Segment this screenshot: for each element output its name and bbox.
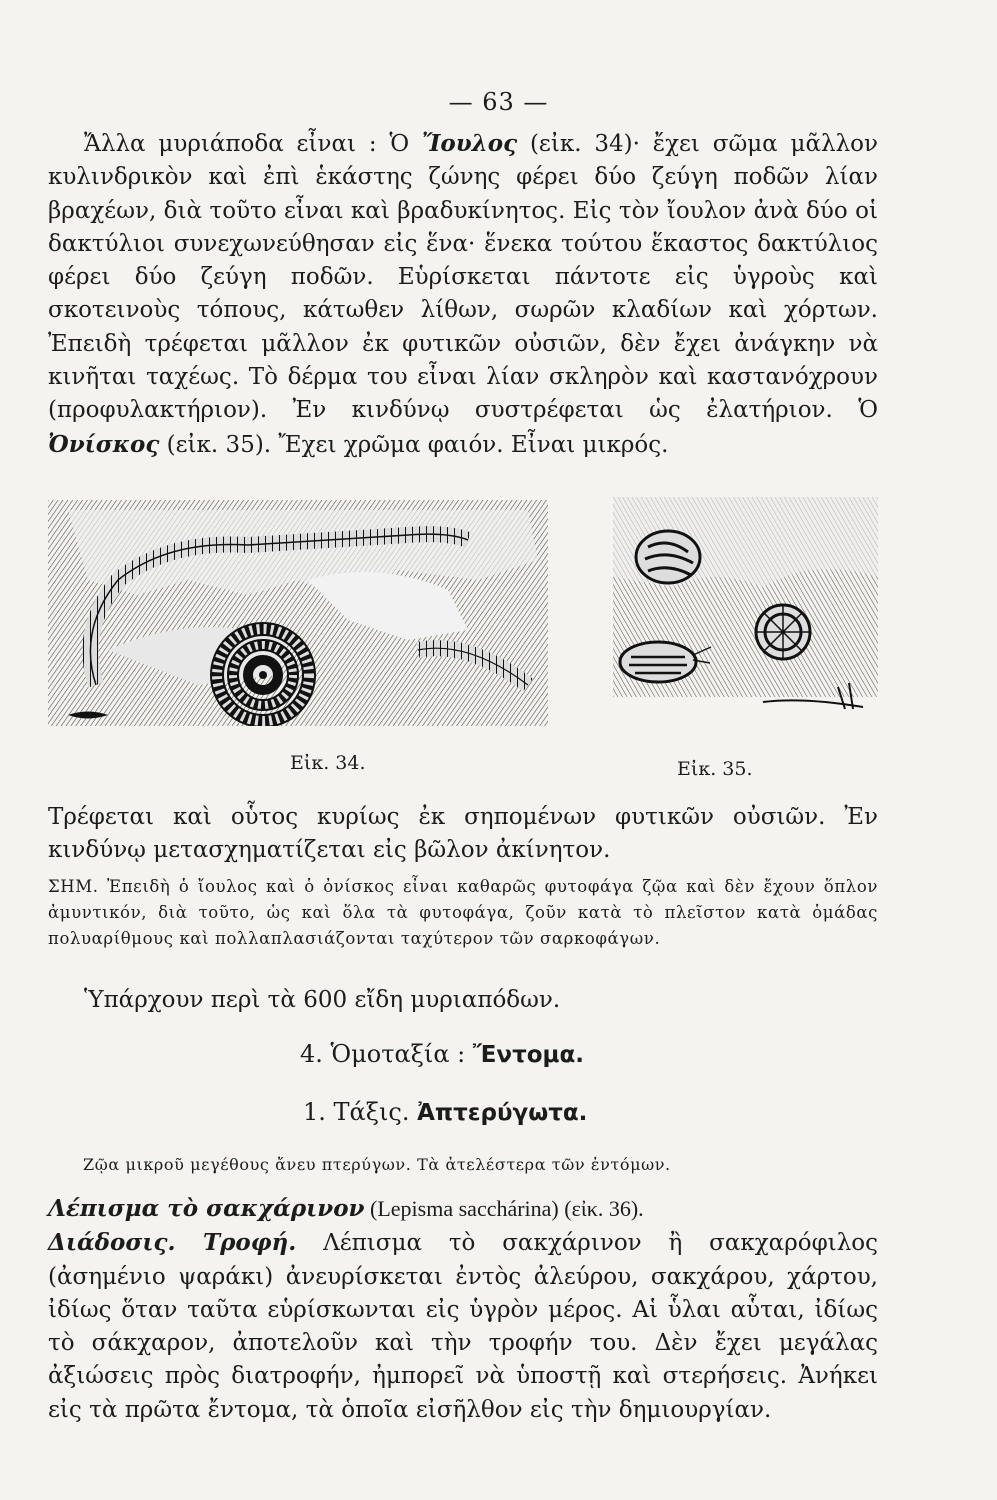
para1-lead: Ἄλλα μυριάποδα εἶναι : Ὁ bbox=[84, 131, 422, 157]
paragraph-iulus bbox=[48, 127, 878, 462]
term-distribution-food: Διάδοσις. Τροφή. bbox=[48, 1229, 297, 1257]
lepisma-latin-name: (Lepisma sacchárina) (εἰκ. 36). bbox=[364, 1196, 644, 1221]
paragraph-oniscus: Τρέφεται καὶ οὗτος κυρίως ἐκ σηπομένων φυτικῶν οὐσιῶν. Ἐν κινδύνῳ μετασχηματίζεται εἰς βῶλον ἀκίνητον. bbox=[48, 804, 878, 864]
page-number: — 63 — bbox=[448, 88, 549, 116]
class-heading-prefix: 4. Ὁμοταξία : bbox=[300, 1040, 473, 1068]
figure-34-millipede-illustration bbox=[48, 500, 548, 735]
order-heading-title: Ἀπτερύγωτα. bbox=[417, 1100, 588, 1126]
para1-tail: (εἰκ. 35). Ἔχει χρῶμα φαιόν. Εἶναι μικρός. bbox=[159, 431, 669, 458]
term-iulus: Ἴουλος bbox=[421, 130, 518, 157]
paragraph-species-count: Ὑπάρχουν περὶ τὰ 600 εἴδη μυριαπόδων. bbox=[84, 987, 561, 1013]
figure-35-woodlouse-illustration bbox=[613, 497, 878, 725]
term-oniscus: Ὀνίσκος bbox=[48, 430, 160, 458]
para1-mid: (εἰκ. 34)· ἔχει σῶμα μᾶλλον κυλινδρικὸν καὶ ἐπὶ ἑκάστης ζώνης φέρει δύο ζεύγη ποδῶν λίαν βραχέων, διὰ τοῦτο εἶναι καὶ βραδυκίνητος. Εἰς τὸν ἴουλον ἀνὰ δύο οἱ δακτύλιοι συνεχωνεύθησαν εἰς ἕνα· ἕνεκα τούτου ἕκαστος δακτύλιος φέρει δύο ζεύγη ποδῶν. Εὑρίσκεται πάντοτε εἰς ὑγροὺς καὶ σκοτεινοὺς τόπους, κάτωθεν λίθων, σωρῶν κλαδίων καὶ χόρτων. Ἐπειδὴ τρέφεται μᾶλλον ἐκ φυτικῶν οὐσιῶν, δὲν ἔχει ἀνάγκην νὰ κινῆται ταχέως. Τὸ δέρμα του εἶναι λίαν σκληρὸν καὶ καστανόχρουν (προφυλακτήριον). Ἐν κινδύνῳ συστρέφεται ὡς ἐλατήριον. Ὁ bbox=[48, 131, 878, 424]
note-paragraph: ΣΗΜ. Ἐπειδὴ ὁ ἴουλος καὶ ὁ ὀνίσκος εἶναι καθαρῶς φυτοφάγα ζῷα καὶ δὲν ἔχουν ὅπλον ἀμυντικόν, διὰ τοῦτο, ὡς καὶ ὅλα τὰ φυτοφάγα, ζοῦν κατὰ τὸ πλεῖστον κατὰ ὁμάδας πολυαρίθμους καὶ πολλαπλασιάζονται ταχύτερον τῶν σαρκοφάγων. bbox=[48, 877, 878, 948]
figure-34-caption: Εἰκ. 34. bbox=[290, 752, 366, 774]
class-heading bbox=[300, 1040, 584, 1068]
paragraph-lepisma bbox=[48, 1192, 878, 1427]
order-heading-prefix: 1. Τάξις. bbox=[303, 1098, 418, 1126]
class-heading-title: Ἔντομα. bbox=[472, 1042, 585, 1068]
order-heading bbox=[303, 1098, 587, 1126]
order-description: Ζῷα μικροῦ μεγέθους ἄνευ πτερύγων. Τὰ ἀτελέστερα τῶν ἐντόμων. bbox=[83, 1155, 671, 1174]
term-lepisma: Λέπισμα τὸ σακχάρινον bbox=[48, 1195, 365, 1222]
figure-35-caption: Εἰκ. 35. bbox=[677, 758, 753, 780]
lepisma-body: Λέπισμα τὸ σακχάρινον ἢ σακχαρόφιλος (ἀσημένιο ψαράκι) ἀνευρίσκεται ἐντὸς ἀλεύρου, σακχάρου, χάρτου, ἰδίως ὅταν ταῦτα εὑρίσκωνται εἰς ὑγρὸν μέρος. Αἱ ὗλαι αὗται, ἰδίως τὸ σάκχαρον, ἀποτελοῦν καὶ τὴν τροφήν του. Δὲν ἔχει μεγάλας ἀξιώσεις πρὸς διατροφήν, ἠμπορεῖ νὰ ὑποστῇ καὶ στερήσεις. Ἀνήκει εἰς τὰ πρῶτα ἔντομα, τὰ ὁποῖα εἰσῆλθον εἰς τὴν δημιουργίαν. bbox=[48, 1230, 878, 1423]
